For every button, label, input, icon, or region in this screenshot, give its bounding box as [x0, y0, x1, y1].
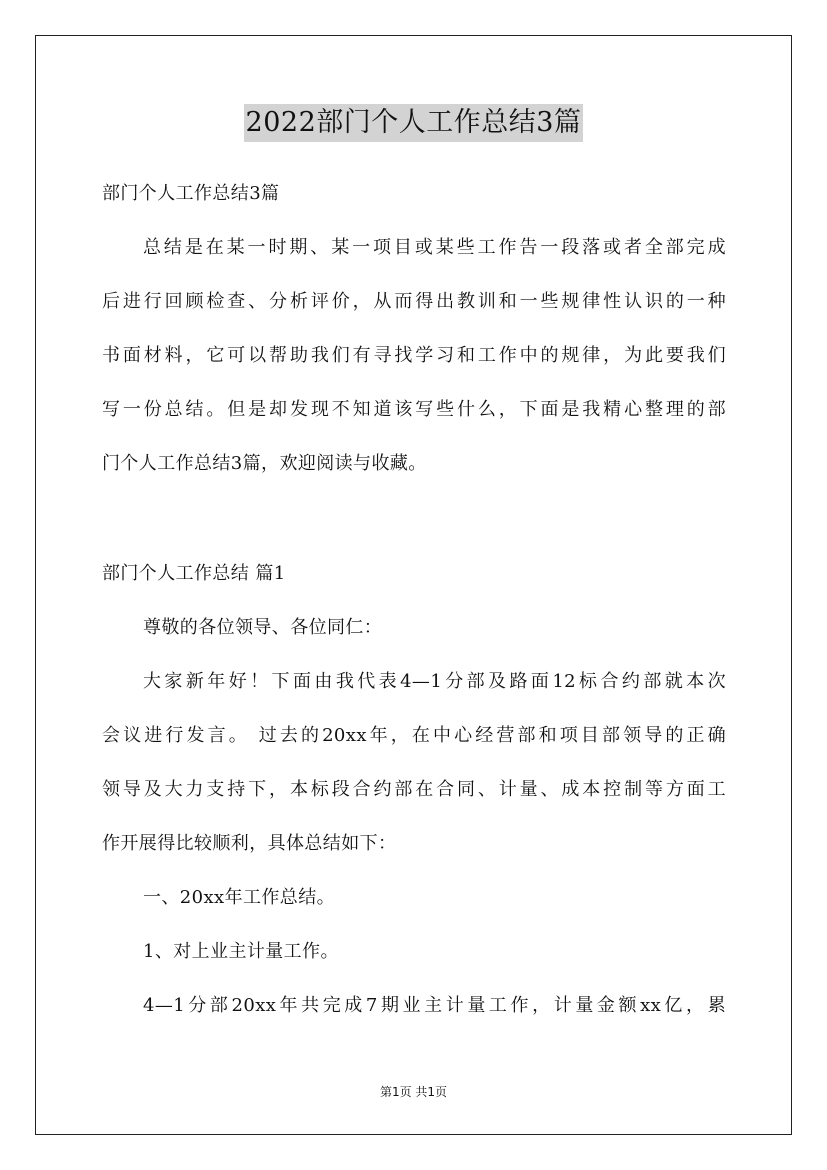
document-subtitle: 部门个人工作总结3篇: [102, 183, 280, 204]
speech-line-4: 作开展得比较顺利，具体总结如下：: [102, 833, 397, 854]
list-item-summary: 一、20xx年工作总结。: [143, 887, 336, 908]
speech-line-1: 大家新年好！下面由我代表4—1分部及路面12标合约部就本次: [143, 671, 726, 692]
page-number: 第1页 共1页: [379, 1085, 448, 1099]
intro-line-2: 后进行回顾检查、分析评价，从而得出教训和一些规律性认识的一种: [102, 291, 726, 312]
title-wrap: [0, 104, 827, 142]
speech-line-3: 领导及大力支持下，本标段合约部在合同、计量、成本控制等方面工: [102, 779, 726, 800]
list-item-detail: 4—1分部20xx年共完成7期业主计量工作，计量金额xx亿，累: [143, 995, 726, 1016]
intro-line-5: 门个人工作总结3篇，欢迎阅读与收藏。: [102, 453, 427, 474]
greeting: 尊敬的各位领导、各位同仁：: [143, 617, 383, 638]
speech-line-2: 会议进行发言。 过去的20xx年，在中心经营部和项目部领导的正确: [102, 725, 726, 746]
document-title: 2022部门个人工作总结3篇: [244, 104, 584, 142]
list-item-metering: 1、对上业主计量工作。: [143, 941, 339, 962]
intro-line-1: 总结是在某一时期、某一项目或某些工作告一段落或者全部完成: [143, 237, 726, 258]
intro-line-3: 书面材料，它可以帮助我们有寻找学习和工作中的规律，为此要我们: [102, 345, 726, 366]
intro-line-4: 写一份总结。但是却发现不知道该写些什么，下面是我精心整理的部: [102, 399, 726, 420]
section-heading: 部门个人工作总结 篇1: [102, 563, 286, 584]
